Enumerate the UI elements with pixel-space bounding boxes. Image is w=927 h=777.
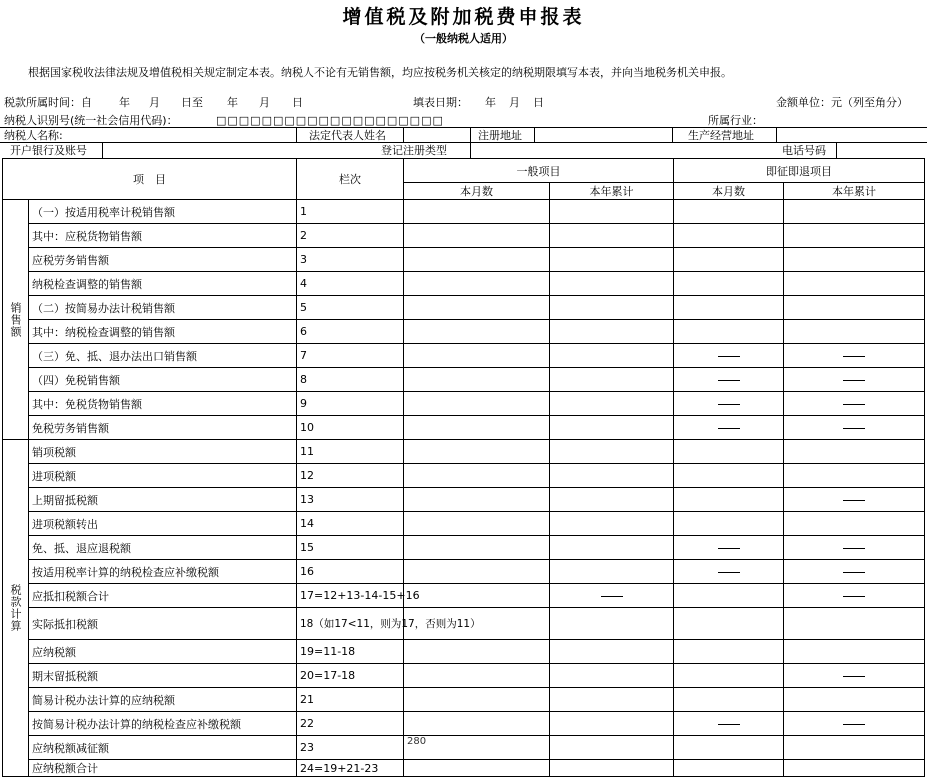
period-month-to: 月 [259, 96, 270, 109]
refund-current-month-cell[interactable] [674, 640, 784, 664]
not-applicable-dash [843, 404, 865, 405]
general-current-month-cell[interactable] [404, 512, 550, 536]
row-label: 纳税检查调整的销售额 [29, 272, 297, 296]
table-row [3, 416, 925, 440]
row-label: 期末留抵税额 [29, 664, 297, 688]
row-line-number: 20=17-18 [297, 664, 404, 688]
general-current-month-cell[interactable] [404, 416, 550, 440]
table-row [3, 368, 925, 392]
refund-year-to-date-cell[interactable] [784, 464, 925, 488]
refund-current-month-cell[interactable] [674, 320, 784, 344]
row-line-number: 11 [297, 440, 404, 464]
row-line-number: 4 [297, 272, 404, 296]
not-applicable-dash [843, 676, 865, 677]
refund-current-month-cell[interactable] [674, 608, 784, 640]
group-sales-label: 销售额 [3, 200, 29, 440]
row-label: （一）按适用税率计税销售额 [29, 200, 297, 224]
row-line-number: 1 [297, 200, 404, 224]
industry-label: 所属行业： [708, 114, 763, 127]
general-current-month-cell[interactable] [404, 224, 550, 248]
table-row [3, 488, 925, 512]
general-year-to-date-cell[interactable] [550, 224, 674, 248]
row-line-number: 15 [297, 536, 404, 560]
period-day-to: 日至 [181, 96, 203, 109]
refund-current-month-cell[interactable] [674, 736, 784, 760]
row-label: 实际抵扣税额 [29, 608, 297, 640]
table-row [3, 608, 925, 640]
refund-year-to-date-cell [784, 416, 925, 440]
table-row [3, 736, 925, 760]
refund-current-month-header: 本月数 [674, 183, 784, 200]
not-applicable-dash [718, 572, 740, 573]
refund-current-month-cell [674, 416, 784, 440]
not-applicable-dash [843, 548, 865, 549]
table-row [3, 664, 925, 688]
general-year-to-date-cell[interactable] [550, 760, 674, 777]
row-line-number: 12 [297, 464, 404, 488]
refund-current-month-cell [674, 368, 784, 392]
table-row [3, 584, 925, 608]
row-line-number: 19=11-18 [297, 640, 404, 664]
general-year-to-date-cell[interactable] [550, 320, 674, 344]
row-label: （二）按简易办法计税销售额 [29, 296, 297, 320]
row-label: 免税劳务销售额 [29, 416, 297, 440]
row-line-number: 14 [297, 512, 404, 536]
table-row [3, 440, 925, 464]
refund-current-month-cell[interactable] [674, 224, 784, 248]
form-title: 增值税及附加税费申报表 [342, 6, 585, 28]
general-year-to-date-cell[interactable] [550, 712, 674, 736]
general-current-month-cell[interactable] [404, 248, 550, 272]
general-current-month-cell[interactable] [404, 536, 550, 560]
refund-current-month-cell[interactable] [674, 200, 784, 224]
period-year-to: 年 [227, 96, 238, 109]
general-year-to-date-cell[interactable] [550, 488, 674, 512]
row-line-number: 6 [297, 320, 404, 344]
row-label: 其中：应税货物销售额 [29, 224, 297, 248]
general-year-to-date-cell [550, 584, 674, 608]
refund-current-month-cell[interactable] [674, 664, 784, 688]
refund-items-header: 即征即退项目 [674, 159, 925, 183]
refund-year-to-date-cell[interactable] [784, 688, 925, 712]
not-applicable-dash [718, 380, 740, 381]
refund-year-to-date-cell[interactable] [784, 224, 925, 248]
row-line-number: 18（如17<11，则为17，否则为11） [297, 608, 404, 640]
table-row [3, 392, 925, 416]
row-label: 按适用税率计算的纳税检查应补缴税额 [29, 560, 297, 584]
row-line-number: 23 [297, 736, 404, 760]
table-row [3, 560, 925, 584]
refund-current-month-cell[interactable] [674, 688, 784, 712]
general-current-month-cell[interactable] [404, 712, 550, 736]
row-label: 进项税额 [29, 464, 297, 488]
row-label: 应纳税额减征额 [29, 736, 297, 760]
refund-year-to-date-cell[interactable] [784, 320, 925, 344]
fill-date-year: 年 [485, 96, 496, 109]
taxpayer-name-label: 纳税人名称: [4, 129, 63, 142]
refund-year-to-date-cell[interactable] [784, 760, 925, 777]
refund-year-to-date-cell [784, 344, 925, 368]
table-row [3, 248, 925, 272]
refund-current-month-cell[interactable] [674, 248, 784, 272]
general-current-month-cell[interactable] [404, 560, 550, 584]
general-current-month-cell[interactable] [404, 464, 550, 488]
row-line-number: 13 [297, 488, 404, 512]
not-applicable-dash [601, 596, 623, 597]
phone-label: 电话号码 [782, 144, 826, 157]
reg-type-label: 登记注册类型 [381, 144, 447, 157]
row-line-number: 5 [297, 296, 404, 320]
general-year-to-date-cell[interactable] [550, 536, 674, 560]
refund-year-to-date-cell [784, 368, 925, 392]
refund-current-month-cell[interactable] [674, 584, 784, 608]
general-year-to-date-cell[interactable] [550, 640, 674, 664]
not-applicable-dash [718, 428, 740, 429]
form-subtitle: （一般纳税人适用） [414, 32, 513, 45]
line-column-header: 栏次 [297, 159, 404, 200]
row-label: 免、抵、退应退税额 [29, 536, 297, 560]
row-line-number: 8 [297, 368, 404, 392]
general-year-to-date-cell[interactable] [550, 392, 674, 416]
general-year-to-date-cell[interactable] [550, 512, 674, 536]
table-row [3, 640, 925, 664]
refund-year-to-date-cell[interactable] [784, 248, 925, 272]
taxpayer-id-boxes[interactable]: □□□□□□□□□□□□□□□□□□□□ [216, 114, 444, 127]
refund-year-to-date-cell [784, 712, 925, 736]
row-line-number: 21 [297, 688, 404, 712]
refund-current-month-cell[interactable] [674, 296, 784, 320]
row-line-number: 2 [297, 224, 404, 248]
general-current-month-cell[interactable] [404, 760, 550, 777]
row-label: 应税劳务销售额 [29, 248, 297, 272]
period-year-from: 年 [119, 96, 130, 109]
general-current-month-cell[interactable] [404, 664, 550, 688]
general-current-month-cell[interactable] [404, 488, 550, 512]
period-label: 税款所属时间：自 [4, 96, 92, 109]
general-year-to-date-cell[interactable] [550, 440, 674, 464]
table-row [3, 712, 925, 736]
refund-year-to-date-cell [784, 536, 925, 560]
row-label: （三）免、抵、退办法出口销售额 [29, 344, 297, 368]
general-year-to-date-cell[interactable] [550, 368, 674, 392]
taxpayer-id-label: 纳税人识别号(统一社会信用代码)： [4, 114, 178, 127]
row-label: 其中：免税货物销售额 [29, 392, 297, 416]
table-row [3, 272, 925, 296]
refund-current-month-cell [674, 392, 784, 416]
refund-current-month-cell [674, 712, 784, 736]
general-current-month-cell[interactable] [404, 320, 550, 344]
refund-year-to-date-cell[interactable] [784, 512, 925, 536]
general-year-to-date-cell[interactable] [550, 416, 674, 440]
bank-account-label: 开户银行及账号 [10, 144, 87, 157]
legal-rep-label: 法定代表人姓名 [309, 129, 386, 142]
table-row [3, 512, 925, 536]
table-row [3, 688, 925, 712]
general-current-month-cell[interactable] [404, 200, 550, 224]
general-year-to-date-cell[interactable] [550, 344, 674, 368]
refund-current-month-cell [674, 344, 784, 368]
general-year-to-date-cell[interactable] [550, 464, 674, 488]
table-row [3, 296, 925, 320]
general-year-to-date-cell[interactable] [550, 664, 674, 688]
fill-date-label: 填表日期： [413, 96, 468, 109]
general-current-month-cell[interactable] [404, 584, 550, 608]
not-applicable-dash [843, 428, 865, 429]
refund-year-to-date-cell[interactable] [784, 200, 925, 224]
not-applicable-dash [718, 548, 740, 549]
refund-year-to-date-cell[interactable] [784, 440, 925, 464]
item-column-header: 项 目 [3, 159, 297, 200]
not-applicable-dash [718, 404, 740, 405]
general-year-to-date-cell[interactable] [550, 272, 674, 296]
not-applicable-dash [843, 500, 865, 501]
general-current-month-cell[interactable] [404, 344, 550, 368]
not-applicable-dash [718, 724, 740, 725]
refund-current-month-cell[interactable] [674, 512, 784, 536]
general-current-month-cell[interactable] [404, 272, 550, 296]
table-row [3, 464, 925, 488]
general-current-month-cell[interactable] [404, 368, 550, 392]
general-year-to-date-cell[interactable] [550, 608, 674, 640]
general-current-month-cell[interactable] [404, 640, 550, 664]
row-label: 应纳税额合计 [29, 760, 297, 777]
general-year-to-date-header: 本年累计 [550, 183, 674, 200]
refund-year-to-date-header: 本年累计 [784, 183, 925, 200]
row-label: 销项税额 [29, 440, 297, 464]
group-tax-label: 税款计算 [3, 440, 29, 777]
period-day-end: 日 [292, 96, 303, 109]
refund-year-to-date-cell [784, 392, 925, 416]
form-intro: 根据国家税收法律法规及增值税相关规定制定本表。纳税人不论有无销售额，均应按税务机关核定的纳税期限填写本表，并向当地税务机关申报。 [28, 66, 732, 79]
not-applicable-dash [843, 724, 865, 725]
row-label: 按简易计税办法计算的纳税检查应补缴税额 [29, 712, 297, 736]
general-current-month-cell[interactable] [404, 688, 550, 712]
refund-year-to-date-cell[interactable] [784, 640, 925, 664]
refund-current-month-cell [674, 560, 784, 584]
reg-address-label: 注册地址 [478, 129, 522, 142]
business-address-label: 生产经营地址 [688, 129, 754, 142]
general-current-month-cell[interactable] [404, 440, 550, 464]
row-label: 应纳税额 [29, 640, 297, 664]
refund-year-to-date-cell[interactable] [784, 736, 925, 760]
refund-year-to-date-cell [784, 488, 925, 512]
row-label: 进项税额转出 [29, 512, 297, 536]
table-row [3, 760, 925, 777]
row-line-number: 7 [297, 344, 404, 368]
row-line-number: 9 [297, 392, 404, 416]
fill-date-day: 日 [533, 96, 544, 109]
general-year-to-date-cell[interactable] [550, 296, 674, 320]
table-row [3, 536, 925, 560]
general-year-to-date-cell[interactable] [550, 248, 674, 272]
row-line-number: 10 [297, 416, 404, 440]
general-current-month-cell[interactable]: 280 [404, 736, 550, 760]
refund-current-month-cell [674, 536, 784, 560]
general-current-month-header: 本月数 [404, 183, 550, 200]
refund-current-month-cell[interactable] [674, 440, 784, 464]
fill-date-month: 月 [509, 96, 520, 109]
row-label: 应抵扣税额合计 [29, 584, 297, 608]
refund-year-to-date-cell[interactable] [784, 608, 925, 640]
not-applicable-dash [843, 356, 865, 357]
row-line-number: 22 [297, 712, 404, 736]
not-applicable-dash [843, 380, 865, 381]
table-row [3, 200, 925, 224]
general-current-month-cell[interactable] [404, 296, 550, 320]
row-label: （四）免税销售额 [29, 368, 297, 392]
general-year-to-date-cell[interactable] [550, 736, 674, 760]
general-year-to-date-cell[interactable] [550, 688, 674, 712]
refund-year-to-date-cell [784, 584, 925, 608]
refund-year-to-date-cell[interactable] [784, 296, 925, 320]
declaration-table [2, 158, 925, 777]
general-year-to-date-cell[interactable] [550, 560, 674, 584]
refund-year-to-date-cell [784, 664, 925, 688]
general-current-month-cell[interactable] [404, 392, 550, 416]
refund-current-month-cell[interactable] [674, 488, 784, 512]
period-month-from: 月 [149, 96, 160, 109]
amount-unit: 金额单位：元（列至角分） [776, 96, 908, 109]
refund-current-month-cell[interactable] [674, 464, 784, 488]
general-items-header: 一般项目 [404, 159, 674, 183]
general-year-to-date-cell[interactable] [550, 200, 674, 224]
table-row [3, 224, 925, 248]
row-label: 上期留抵税额 [29, 488, 297, 512]
row-line-number: 16 [297, 560, 404, 584]
row-label: 简易计税办法计算的应纳税额 [29, 688, 297, 712]
refund-current-month-cell[interactable] [674, 272, 784, 296]
table-row [3, 320, 925, 344]
not-applicable-dash [843, 572, 865, 573]
table-row [3, 344, 925, 368]
row-line-number: 17=12+13-14-15+16 [297, 584, 404, 608]
not-applicable-dash [718, 356, 740, 357]
row-line-number: 3 [297, 248, 404, 272]
refund-year-to-date-cell[interactable] [784, 272, 925, 296]
row-label: 其中：纳税检查调整的销售额 [29, 320, 297, 344]
refund-current-month-cell[interactable] [674, 760, 784, 777]
refund-year-to-date-cell [784, 560, 925, 584]
not-applicable-dash [843, 596, 865, 597]
row-line-number: 24=19+21-23 [297, 760, 404, 777]
